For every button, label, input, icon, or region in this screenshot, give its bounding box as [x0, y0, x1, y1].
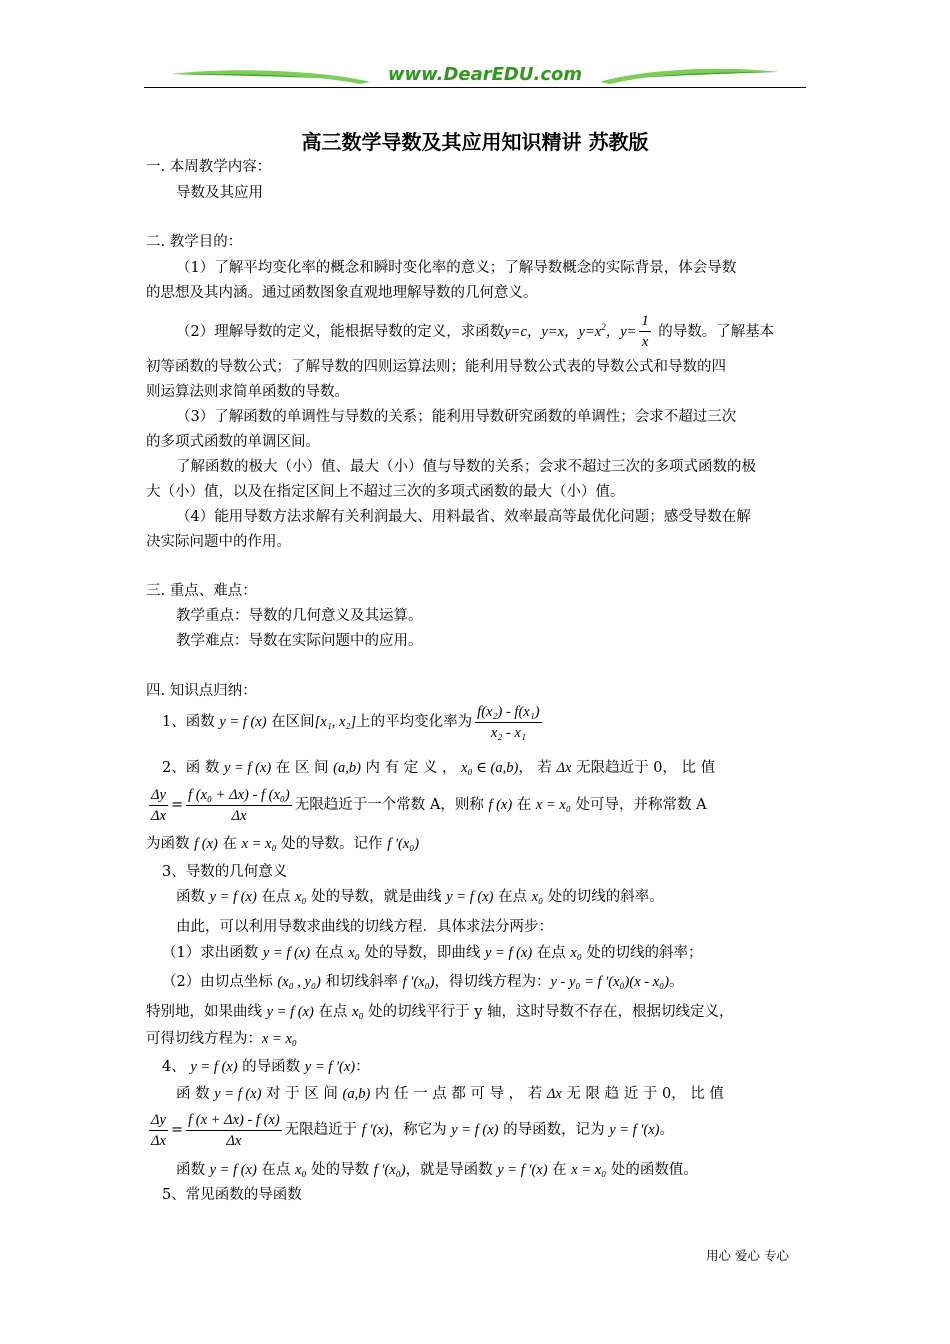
m1: y = f (x) [262, 945, 311, 961]
section-4-heading: 四. 知识点归纳： [146, 683, 257, 699]
item-4-line-3: $\frac{\Delta y}{\Delta x}$ = $\frac{f (x + \Delta x) - f (x)}{\Delta x}$ 无限趋近于 f '(x)，称它为 y = f (x) 的导函数，记为 y = f '(x)。 [151, 1111, 675, 1149]
average-rate-denominator: x₂ - x₁ [490, 724, 526, 741]
tangent-point: (x₀ , y₀) [277, 974, 321, 990]
objective-2-mid: ，y= [605, 323, 637, 340]
item-1-text-c: 上的平均变化率为 [356, 714, 473, 730]
vertical-tangent-equation: x = x₀ [262, 1031, 297, 1047]
item-3-line-1 [176, 887, 664, 907]
difference-quotient-numerator: f (x₀ + Δx) - f (x₀) [186, 786, 292, 806]
item-2-text-c: 内 有 定 义 ， [360, 760, 462, 776]
section-1-content: 导数及其应用 [176, 185, 263, 201]
m5: x = x₀ [571, 1162, 607, 1178]
item-2-line-2: $\frac{\Delta y}{\Delta x}$ = $\frac{\text{f (x₀ + Δx) - f (x₀)}}{\Delta x}$ 无限趋近于一个常数 A，则称 f (x) 在 x = x₀ 处可导，并称常数 A [151, 786, 707, 824]
m1: y = f (x) [209, 1162, 257, 1178]
derivative-quotient-fraction [186, 1111, 282, 1150]
t1: （2）由切点坐标 [162, 974, 278, 990]
item-1-interval: [x₁, x₂] [314, 714, 357, 730]
item-3-line-2: 由此，可以利用导数求曲线的切线方程．具体求法分两步： [176, 919, 553, 935]
derivative-quotient-denominator: Δx [226, 1132, 242, 1149]
t2: 在点 [256, 889, 296, 905]
t1: 可得切线方程为： [146, 1031, 262, 1047]
m2: (a,b) [342, 1086, 371, 1102]
item-1-average-rate [162, 698, 545, 746]
item-4-line-2 [176, 1084, 724, 1104]
t4: 。 [669, 974, 684, 990]
item-2-delta-x: Δx [556, 760, 572, 776]
t4: 。 [659, 1122, 675, 1138]
page-title: 高三数学导数及其应用知识精讲 苏教版 [301, 130, 649, 154]
item-5-title: 5、常见函数的导函数 [162, 1187, 302, 1203]
item-2-text-f: 无限趋近于一个常数 A，则称 [294, 797, 489, 813]
objective-2-power: 2 [601, 322, 606, 332]
item-2-line-3 [146, 834, 419, 854]
dx-denominator: Δx [151, 1132, 166, 1149]
t4: 无 限 趋 近 于 0， 比 值 [561, 1086, 724, 1102]
m2: x₀ [295, 889, 307, 905]
item-2-function: y = f (x) [223, 760, 272, 776]
t1: （1）求出函数 [162, 945, 263, 961]
objective-3-line-1: （3）了解函数的单调性与导数的关系；能利用导数研究函数的单调性；会求不超过三次 [176, 409, 737, 425]
fraction-numerator: 1 [639, 312, 650, 332]
difference-quotient-fraction [186, 786, 292, 825]
item-2-text-h: 处可导，并称常数 A [570, 797, 707, 813]
t3: 处的导数，就是曲线 [306, 889, 447, 905]
m4: x₀ [570, 945, 582, 961]
t2: 和切线斜率 [320, 974, 403, 990]
t5: 在 [547, 1162, 572, 1178]
item-2-x-eq-x0: x = x₀ [535, 797, 571, 813]
t3: 处的切线平行于 y 轴，这时导数不存在，根据切线定义， [363, 1004, 734, 1020]
t2: 在点 [310, 945, 349, 961]
m2: x₀ [352, 1004, 364, 1020]
t2: 的导函数 [237, 1059, 305, 1075]
m3: Δx [546, 1086, 562, 1102]
objective-1-line-1: （1）了解平均变化率的概念和瞬时变化率的意义；了解导数概念的实际背景，体会导数 [176, 260, 737, 276]
m1: f '(x) [361, 1122, 389, 1138]
item-3-title: 3、导数的几何意义 [162, 864, 288, 880]
objective-2-line-2: 初等函数的导数公式；了解导数的四则运算法则；能利用导数公式表的导数公式和导数的四 [146, 359, 726, 375]
objective-2-text-pre: （2）理解导数的定义，能根据导数的定义，求函数 [176, 323, 505, 340]
t1: 函数 [176, 889, 210, 905]
objective-4-line-1: （4）能用导数方法求解有关利润最大、用料最省、效率最高等最优化问题；感受导数在解 [176, 509, 751, 525]
item-2-line-3-fx: f (x) [194, 836, 218, 852]
t1: 特别地，如果曲线 [146, 1004, 267, 1020]
m3: y = f (x) [446, 889, 494, 905]
objective-4-line-2: 决实际问题中的作用。 [146, 534, 291, 550]
site-logo-text: www.DearEDU.com [387, 64, 583, 85]
item-2-text-b: 在 区 间 [271, 760, 334, 776]
item-2-interval: (a,b) [333, 760, 361, 776]
dy-numerator: Δy [149, 1111, 168, 1131]
t4: ，就是导函数 [405, 1162, 498, 1178]
objective-extrema-line-1: 了解函数的极大（小）值、最大（小）值与导数的关系；会求不超过三次的多项式函数的极 [176, 459, 756, 475]
t1: 函 数 [176, 1086, 215, 1102]
m1: y = f (x) [214, 1086, 262, 1102]
dy-numerator: Δy [149, 786, 168, 806]
item-1-text: 1、函数 [162, 714, 220, 730]
t2: ，称它为 [388, 1122, 452, 1138]
item-3-special-case [146, 1002, 734, 1022]
m1: y = f (x) [190, 1059, 238, 1075]
item-2-line-3-text-b: 在 [217, 836, 242, 852]
t4: 在点 [493, 889, 532, 905]
average-rate-numerator: f(x₂) - f(x₁) [475, 703, 541, 723]
section-3-heading: 三. 重点、难点： [146, 583, 257, 599]
tangent-equation: y - y₀ = f '(x₀)(x - x₀) [550, 974, 670, 990]
item-2-text-e: 无限趋近于 0， 比 值 [571, 760, 716, 776]
t1: 4、 [162, 1059, 191, 1075]
item-3-vertical-tangent [146, 1029, 297, 1049]
item-4-line-4 [176, 1160, 698, 1180]
m3: f '(x₀) [373, 1162, 406, 1178]
t2: 在点 [313, 1004, 353, 1020]
t1: 无限趋近于 [284, 1122, 362, 1138]
m3: y = f '(x) [609, 1122, 660, 1138]
dy-over-dx-fraction [149, 786, 168, 825]
t3: 内 任 一 点 都 可 导 ， 若 [370, 1086, 547, 1102]
page-footer: 用心 爱心 专心 [706, 1248, 789, 1263]
m4: y = f '(x) [497, 1162, 548, 1178]
t3: 的导函数，记为 [498, 1122, 610, 1138]
dx-denominator: Δx [151, 807, 166, 824]
m2: x₀ [295, 1162, 307, 1178]
item-2-line-3-x-eq-x0: x = x₀ [241, 836, 277, 852]
fraction-one-over-x [639, 312, 650, 351]
t5: 处的切线的斜率。 [543, 889, 664, 905]
m2: y = f (x) [451, 1122, 499, 1138]
item-2-line-3-text-c: 处的导数。记作 [276, 836, 388, 852]
t3: 处的导数，即曲线 [359, 945, 485, 961]
average-rate-fraction [475, 703, 541, 742]
t5: 处的切线的斜率； [581, 945, 703, 961]
section-2-heading: 二. 教学目的： [146, 234, 243, 250]
key-point: 教学重点：导数的几何意义及其运算。 [176, 608, 423, 624]
item-2-text-d: ， 若 [518, 760, 557, 776]
item-4-title [162, 1057, 370, 1077]
tangent-slope: f '(x₀) [402, 974, 435, 990]
objective-2-text-post: 的导数。了解基本 [653, 323, 775, 340]
t3: ，得切线方程为： [434, 974, 551, 990]
objective-3-line-2: 的多项式函数的单调区间。 [146, 434, 320, 450]
t3: ： [355, 1059, 370, 1075]
derivative-notation: f '(x₀) [387, 836, 420, 852]
item-2-x0-in-interval: x₀ ∈ (a,b) [461, 760, 519, 776]
item-2-line-3-text-a: 为函数 [146, 836, 195, 852]
section-1-heading: 一. 本周教学内容： [146, 159, 272, 175]
t4: 在点 [532, 945, 571, 961]
objective-extrema-line-2: 大（小）值，以及在指定区间上不超过三次的多项式函数的最大（小）值。 [146, 484, 625, 500]
objective-2-funcs: y=c，y=x，y=x [504, 323, 602, 340]
item-1-function: y = f (x) [219, 714, 267, 730]
item-2-text-g: 在 [512, 797, 536, 813]
m3: y = f (x) [484, 945, 533, 961]
objective-2-line-1 [176, 304, 774, 355]
derivative-quotient-numerator: f (x + Δx) - f (x) [186, 1111, 282, 1131]
item-2-fx: f (x) [488, 797, 513, 813]
objective-2-line-3: 则运算法则求简单函数的导数。 [146, 384, 349, 400]
item-2-line-1 [162, 758, 715, 778]
m4: x₀ [531, 889, 544, 905]
header-banner [170, 62, 780, 88]
m1: y = f (x) [209, 889, 257, 905]
item-2-text-a: 2、函 数 [162, 760, 224, 776]
fraction-denominator: x [641, 334, 649, 351]
t2: 对 于 区 间 [261, 1086, 343, 1102]
m2: y = f '(x) [304, 1059, 356, 1075]
t3: 处的导数 [306, 1162, 374, 1178]
derivative-dy-dx-fraction [149, 1111, 168, 1150]
t2: 在点 [256, 1162, 296, 1178]
header-rule [144, 87, 806, 88]
item-1-text-b: 在区间 [266, 714, 315, 730]
objective-1-line-2: 的思想及其内涵。通过函数图象直观地理解导数的几何意义。 [146, 285, 538, 301]
t1: 函数 [176, 1162, 210, 1178]
t6: 处的函数值。 [606, 1162, 698, 1178]
item-3-step-1 [162, 943, 703, 963]
difference-quotient-denominator: Δx [231, 807, 247, 824]
m2: x₀ [348, 945, 360, 961]
m1: y = f (x) [266, 1004, 314, 1020]
difficult-point: 教学难点：导数在实际问题中的应用。 [176, 633, 423, 649]
item-3-step-2 [162, 972, 684, 992]
